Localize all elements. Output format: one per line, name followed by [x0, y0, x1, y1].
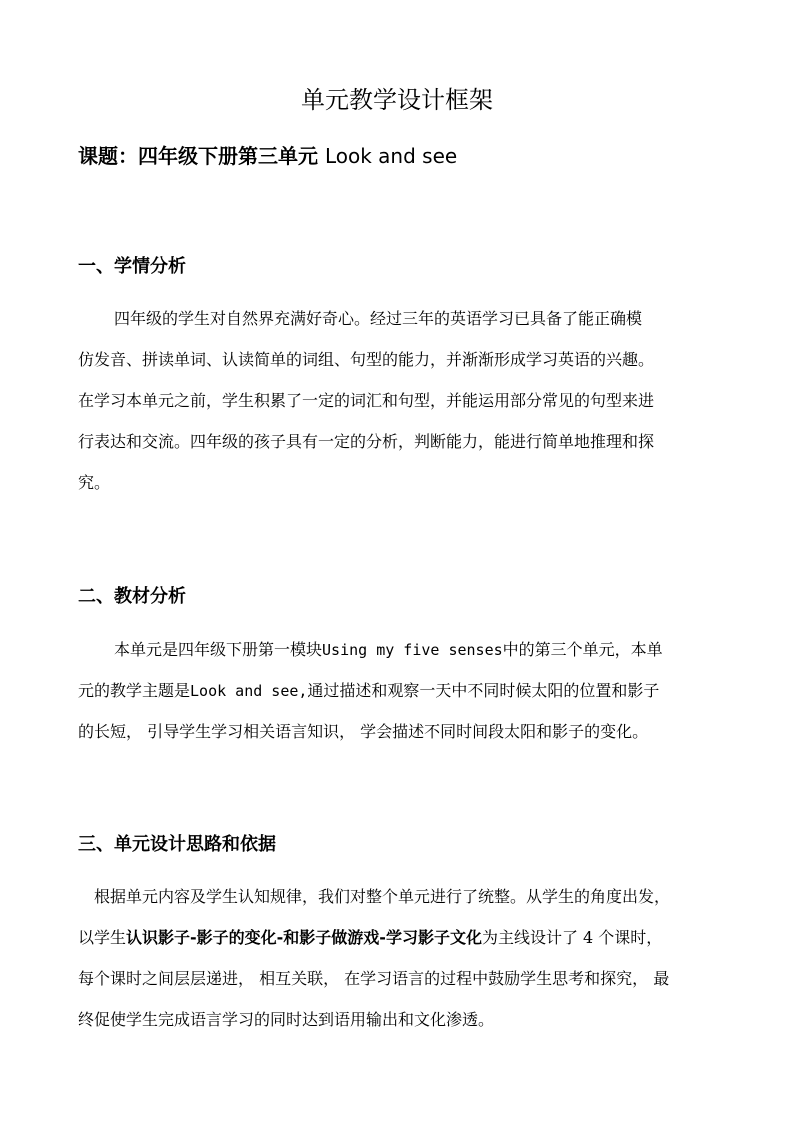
text-run: 为主线设计了 4 个课时， — [481, 928, 663, 947]
section-heading-material-analysis: 二、教材分析 — [78, 586, 186, 607]
text-run: 元的教学主题是 — [78, 681, 191, 700]
text-run: 本单元是四年级下册第一模块 — [114, 640, 323, 659]
paragraph-line — [114, 637, 663, 660]
section-heading-learner-analysis: 一、学情分析 — [78, 256, 186, 277]
paragraph-line: 终促使学生完成语言学习的同时达到语用输出和文化渗透。 — [78, 1010, 495, 1029]
paragraph-line: 根据单元内容及学生认知规律，我们对整个单元进行了统整。从学生的角度出发， — [94, 887, 671, 906]
document-title: 单元教学设计框架 — [301, 86, 493, 114]
paragraph-line: 四年级的学生对自然界充满好奇心。经过三年的英语学习已具备了能正确模 — [114, 309, 643, 328]
section-heading-design-rationale: 三、单元设计思路和依据 — [78, 834, 276, 855]
paragraph-line: 在学习本单元之前，学生积累了一定的词汇和句型，并能运用部分常见的句型来进 — [78, 391, 655, 410]
subject-label: 课题：四年级下册第三单元 — [78, 144, 325, 168]
paragraph-line: 究。 — [78, 473, 111, 492]
paragraph-line: 行表达和交流。四年级的孩子具有一定的分析，判断能力，能进行简单地推理和探 — [78, 432, 655, 451]
text-run: 以学生 — [78, 928, 127, 947]
module-title: Using my five senses — [322, 641, 503, 659]
main-thread-emphasis: 认识影子-影子的变化-和影子做游戏-学习影子文化 — [126, 928, 482, 947]
lesson-subject — [78, 140, 457, 169]
paragraph-line — [78, 678, 659, 701]
paragraph-line: 仿发音、拼读单词、认读简单的词组、句型的能力，并渐渐形成学习英语的兴趣。 — [78, 350, 655, 369]
paragraph-line: 每个课时之间层层递进， 相互关联， 在学习语言的过程中鼓励学生思考和探究， 最 — [78, 969, 670, 988]
text-run: 中的第三个单元，本单 — [502, 640, 663, 659]
text-run: 通过描述和观察一天中不同时候太阳的位置和影子 — [307, 681, 660, 700]
paragraph-line: 的长短， 引导学生学习相关语言知识， 学会描述不同时间段太阳和影子的变化。 — [78, 722, 649, 741]
paragraph-line — [78, 925, 662, 948]
unit-theme: Look and see, — [190, 682, 308, 700]
subject-english-title: Look and see — [324, 144, 458, 168]
